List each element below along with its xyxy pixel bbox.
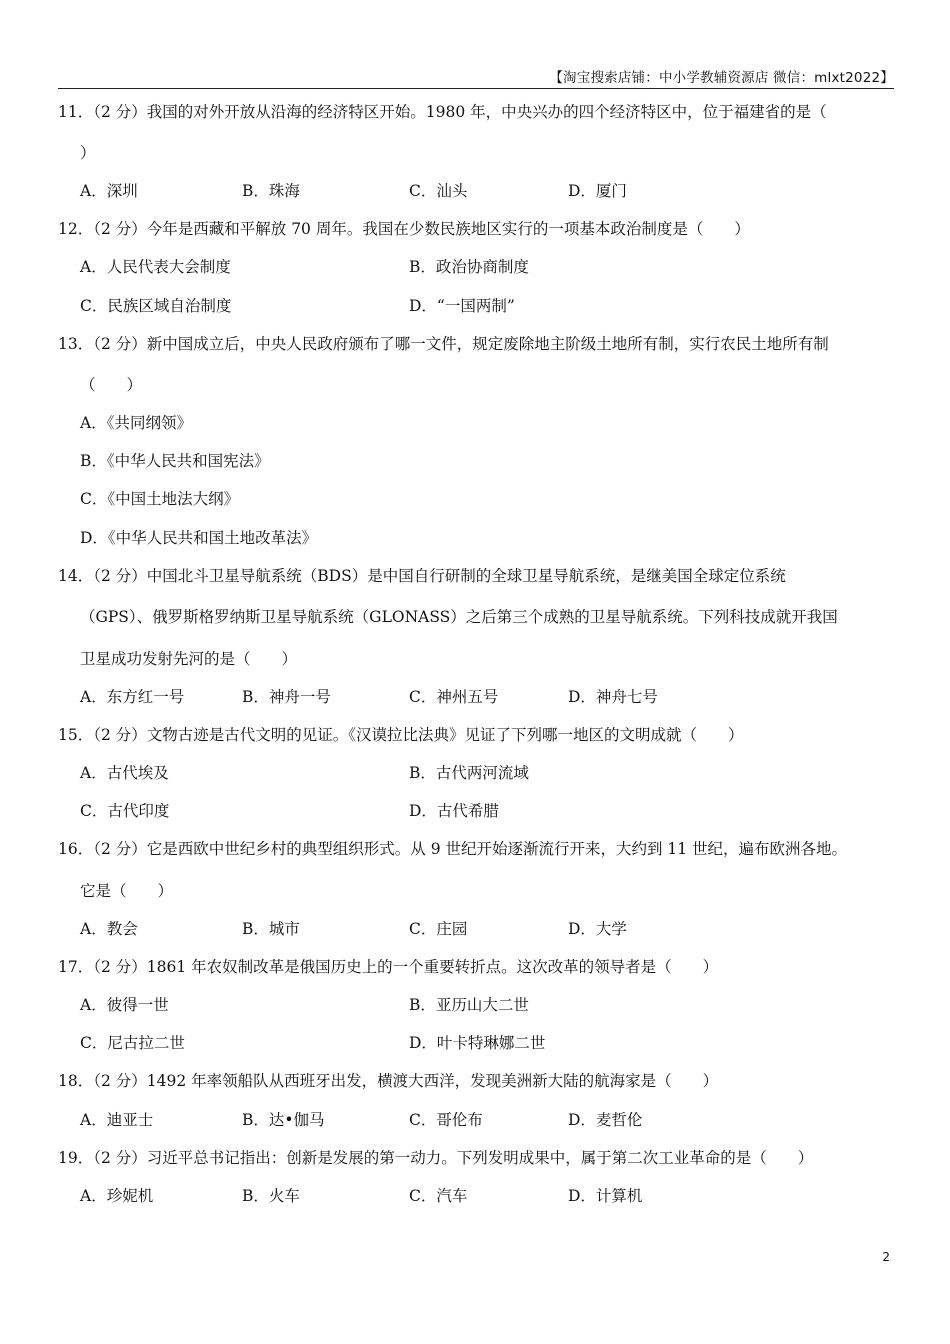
q19-option-b: B．火车: [242, 1187, 300, 1205]
question-13-line-1: 13．（2 分）新中国成立后，中央人民政府颁布了哪一文件，规定废除地主阶级土地所有制，实行农民土地所有制: [58, 335, 829, 353]
q16-option-a: A．教会: [80, 920, 138, 938]
q18-option-a: A．迪亚士: [80, 1111, 154, 1129]
q11-option-d: D．厦门: [568, 182, 627, 200]
page-header: [58, 62, 894, 89]
q14-option-b: B．神舟一号: [242, 688, 331, 706]
q16-option-c: C．庄园: [409, 920, 468, 938]
question-18-line-1: 18．（2 分）1492 年率领船队从西班牙出发，横渡大西洋，发现美洲新大陆的航海家是（ ）: [58, 1072, 719, 1090]
question-13-line-2: （ ）: [80, 376, 143, 394]
question-16-line-2: 它是（ ）: [80, 882, 174, 900]
q18-option-b: B．达•伽马: [242, 1111, 325, 1129]
q11-option-a: A．深圳: [80, 182, 138, 200]
q17-option-a: A．彼得一世: [80, 996, 169, 1014]
q19-option-c: C．汽车: [409, 1187, 468, 1205]
question-11-line-2: ）: [80, 144, 96, 162]
question-14-line-3: 卫星成功发射先河的是（ ）: [80, 650, 298, 668]
q16-option-b: B．城市: [242, 920, 300, 938]
q13-option-c: C．《中国土地法大纲》: [80, 490, 240, 508]
q16-option-d: D．大学: [568, 920, 627, 938]
q12-option-c: C．民族区域自治制度: [80, 297, 232, 315]
q13-option-b: B．《中华人民共和国宪法》: [80, 452, 270, 470]
q14-option-d: D．神舟七号: [568, 688, 658, 706]
q15-option-c: C．古代印度: [80, 802, 170, 820]
q18-option-d: D．麦哲伦: [568, 1111, 643, 1129]
q17-option-b: B．亚历山大二世: [409, 996, 529, 1014]
q19-option-a: A．珍妮机: [80, 1187, 154, 1205]
q11-option-b: B．珠海: [242, 182, 300, 200]
q17-option-c: C．尼古拉二世: [80, 1034, 185, 1052]
q12-option-b: B．政治协商制度: [409, 258, 529, 276]
q11-option-c: C．汕头: [409, 182, 468, 200]
q15-option-a: A．古代埃及: [80, 764, 169, 782]
q13-option-d: D．《中华人民共和国土地改革法》: [80, 529, 318, 547]
question-15-line-1: 15．（2 分）文物古迹是古代文明的见证。《汉谟拉比法典》见证了下列哪一地区的文明成就（ ）: [58, 726, 744, 744]
question-14-line-1: 14．（2 分）中国北斗卫星导航系统（BDS）是中国自行研制的全球卫星导航系统，是继美国全球定位系统: [58, 567, 786, 585]
q14-option-a: A．东方红一号: [80, 688, 185, 706]
question-19-line-1: 19．（2 分）习近平总书记指出：创新是发展的第一动力。下列发明成果中，属于第二次工业革命的是（ ）: [58, 1149, 814, 1167]
q17-option-d: D．叶卡特琳娜二世: [409, 1034, 546, 1052]
question-14-line-2: （GPS）、俄罗斯格罗纳斯卫星导航系统（GLONASS）之后第三个成熟的卫星导航系统。下列科技成就开我国: [80, 608, 838, 626]
q12-option-d: D．“一国两制”: [409, 297, 515, 315]
q14-option-c: C．神州五号: [409, 688, 499, 706]
question-16-line-1: 16．（2 分）它是西欧中世纪乡村的典型组织形式。从 9 世纪开始逐渐流行开来，大约到 11 世纪，遍布欧洲各地。: [58, 840, 848, 858]
question-12-line-1: 12．（2 分）今年是西藏和平解放 70 周年。我国在少数民族地区实行的一项基本政治制度是（ ）: [58, 220, 750, 238]
q18-option-c: C．哥伦布: [409, 1111, 483, 1129]
page-number: 2: [882, 1250, 890, 1264]
question-11-line-1: 11．（2 分）我国的对外开放从沿海的经济特区开始。1980 年，中央兴办的四个经济特区中，位于福建省的是（: [58, 103, 827, 121]
question-17-line-1: 17．（2 分）1861 年农奴制改革是俄国历史上的一个重要转折点。这次改革的领导者是（ ）: [58, 958, 719, 976]
q15-option-b: B．古代两河流域: [409, 764, 529, 782]
header-text: 【淘宝搜索店铺：中小学教辅资源店 微信：mlxt2022】: [549, 70, 894, 86]
q19-option-d: D．计算机: [568, 1187, 643, 1205]
q12-option-a: A．人民代表大会制度: [80, 258, 231, 276]
q15-option-d: D．古代希腊: [409, 802, 499, 820]
q13-option-a: A．《共同纲领》: [80, 414, 192, 432]
